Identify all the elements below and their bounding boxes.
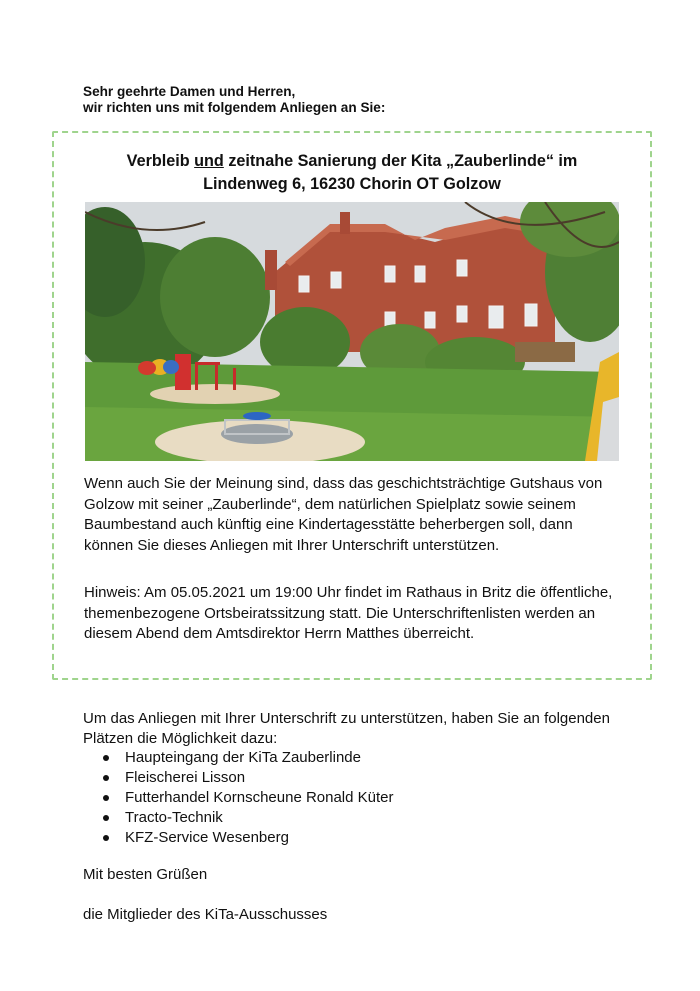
petition-box (52, 131, 652, 680)
salutation: Sehr geehrte Damen und Herren, (83, 84, 296, 99)
list-item (83, 768, 394, 788)
letter-greeting (83, 84, 385, 116)
title-part2: zeitnahe Sanierung der Kita „Zauberlinde“ im (223, 152, 578, 170)
bullet-icon (103, 835, 109, 841)
petition-title (54, 150, 650, 196)
bullet-icon (103, 815, 109, 821)
bullet-icon (103, 775, 109, 781)
title-part1: Verbleib (126, 152, 195, 170)
kita-photo (85, 202, 619, 461)
list-item-text: Fleischerei Lisson (125, 769, 246, 786)
list-item (83, 748, 394, 768)
paragraph-notice: Hinweis: Am 05.05.2021 um 19:00 Uhr findet im Rathaus in Britz die öffentliche, themenbezogene Ortsbeiratssitzung statt. Die Unterschriftenlisten werden an diesem Abend dem Amtsdirektor Herrn Matthes überreicht. (84, 584, 613, 642)
list-item (83, 788, 394, 808)
list-item (83, 808, 394, 828)
title-line2: Lindenweg 6, 16230 Chorin OT Golzow (203, 175, 501, 193)
list-item-text: Haupteingang der KiTa Zauberlinde (125, 749, 361, 766)
closing-greeting: Mit besten Grüßen (83, 866, 208, 883)
list-item (83, 828, 394, 848)
bullet-icon (103, 755, 109, 761)
paragraph-main: Wenn auch Sie der Meinung sind, dass das geschichtsträchtige Gutshaus von Golzow mit seiner „Zauberlinde“, dem natürlichen Spielplatz sowie seinem Baumbestand auch künftig eine Kindertagesstätte beherbergen soll, dann können Sie dieses Anliegen mit Ihrer Unterschrift unterstützen. (84, 475, 603, 554)
support-intro: Um das Anliegen mit Ihrer Unterschrift zu unterstützen, haben Sie an folgenden Plätzen die Möglichkeit dazu: (83, 710, 610, 747)
signature-locations-list (83, 748, 394, 848)
signature-line: die Mitglieder des KiTa-Ausschusses (83, 906, 328, 923)
title-underlined: und (194, 152, 224, 170)
intro-line: wir richten uns mit folgendem Anliegen an Sie: (83, 100, 386, 115)
list-item-text: Futterhandel Kornscheune Ronald Küter (125, 789, 394, 806)
bullet-icon (103, 795, 109, 801)
list-item-text: KFZ-Service Wesenberg (125, 829, 289, 846)
list-item-text: Tracto-Technik (125, 809, 223, 826)
